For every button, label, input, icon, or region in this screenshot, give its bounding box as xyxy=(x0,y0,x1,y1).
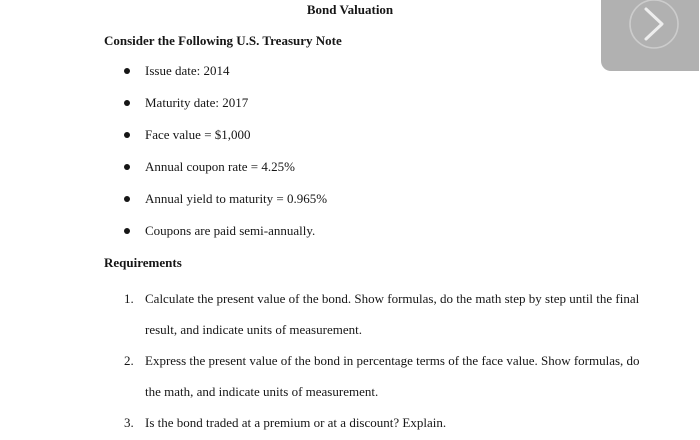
next-page-button[interactable] xyxy=(601,0,699,71)
fact-text: Annual coupon rate = 4.25% xyxy=(145,159,295,174)
requirement-item xyxy=(124,283,644,345)
fact-text: Maturity date: 2017 xyxy=(145,95,249,110)
fact-issue-date xyxy=(124,61,327,93)
bullet-icon xyxy=(124,164,130,170)
requirements-list xyxy=(124,283,644,438)
fact-text: Annual yield to maturity = 0.965% xyxy=(145,191,328,206)
bullet-icon xyxy=(124,68,130,74)
note-heading: Consider the Following U.S. Treasury Note xyxy=(104,33,342,48)
fact-text: Face value = $1,000 xyxy=(145,127,251,142)
requirement-text: Calculate the present value of the bond. Show formulas, do the math step by step until the final result, and indicate units of measurement. xyxy=(145,291,640,337)
requirement-number: 3. xyxy=(124,415,134,430)
chevron-right-icon xyxy=(622,0,686,50)
fact-maturity-date xyxy=(124,93,327,125)
requirement-item xyxy=(124,345,644,407)
fact-coupon-frequency xyxy=(124,221,327,253)
fact-face-value xyxy=(124,125,327,157)
requirement-item xyxy=(124,407,644,438)
requirement-text: Is the bond traded at a premium or at a discount? Explain. xyxy=(145,415,447,430)
bullet-icon xyxy=(124,100,130,106)
fact-text: Coupons are paid semi-annually. xyxy=(145,223,316,238)
fact-coupon-rate xyxy=(124,157,327,189)
document-title: Bond Valuation xyxy=(306,2,394,17)
fact-yield-to-maturity xyxy=(124,189,327,221)
requirement-number: 2. xyxy=(124,353,134,368)
bullet-icon xyxy=(124,132,130,138)
bullet-icon xyxy=(124,228,130,234)
requirement-number: 1. xyxy=(124,291,134,306)
bullet-icon xyxy=(124,196,130,202)
note-facts-list xyxy=(124,61,327,253)
fact-text: Issue date: 2014 xyxy=(145,63,230,78)
requirements-heading: Requirements xyxy=(104,255,182,270)
requirement-text: Express the present value of the bond in percentage terms of the face value. Show formulas, do the math, and indicate units of measurement. xyxy=(145,353,640,399)
